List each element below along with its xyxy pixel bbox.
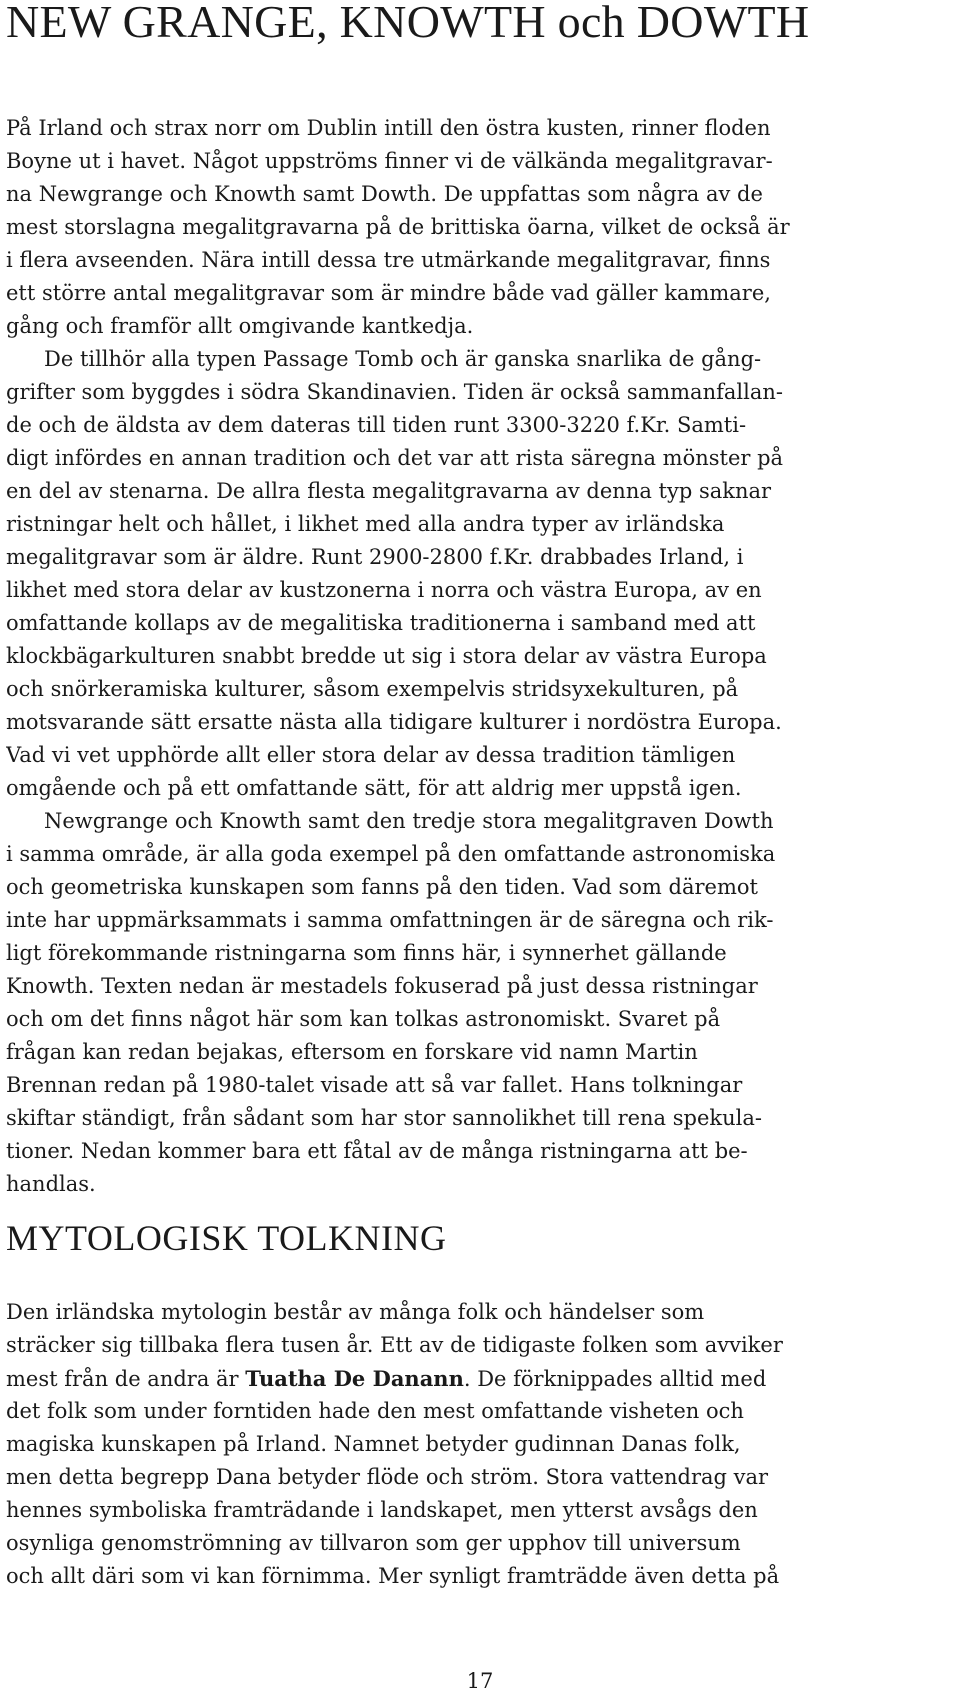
section-intro-text <box>6 112 806 1201</box>
text-line: i samma område, är alla goda exempel på den omfattande astronomiska <box>6 842 776 866</box>
text-line <box>6 1362 806 1395</box>
text-line: ligt förekommande ristningarna som finns här, i synnerhet gällande <box>6 941 727 965</box>
text-line: Boyne ut i havet. Något uppströms finner vi de välkända megalitgravar- <box>6 149 773 173</box>
text-span: mest från de andra är <box>6 1367 246 1391</box>
text-line: ristningar helt och hållet, i likhet med alla andra typer av irländska <box>6 512 725 536</box>
text-line: sträcker sig tillbaka flera tusen år. Ett av de tidigaste folken som avviker <box>6 1333 783 1357</box>
text-line: omfattande kollaps av de megalitiska traditionerna i samband med att <box>6 611 756 635</box>
text-line: och om det finns något här som kan tolkas astronomiskt. Svaret på <box>6 1007 721 1031</box>
text-line: skiftar ständigt, från sådant som har stor sannolikhet till rena spekula- <box>6 1106 762 1130</box>
text-line: Brennan redan på 1980-talet visade att så var fallet. Hans tolkningar <box>6 1073 743 1097</box>
text-line: frågan kan redan bejakas, eftersom en forskare vid namn Martin <box>6 1040 698 1064</box>
text-line: men detta begrepp Dana betyder flöde och ström. Stora vattendrag var <box>6 1465 769 1489</box>
text-line: grifter som byggdes i södra Skandinavien. Tiden är också sammanfallan- <box>6 380 783 404</box>
section-mythology-text <box>6 1296 806 1593</box>
text-line: mest storslagna megalitgravarna på de brittiska öarna, vilket de också är <box>6 215 790 239</box>
text-line: handlas. <box>6 1172 96 1196</box>
text-line: De tillhör alla typen Passage Tomb och är ganska snarlika de gång- <box>44 347 762 371</box>
text-line: digt infördes en annan tradition och det var att rista säregna mönster på <box>6 446 784 470</box>
text-line: magiska kunskapen på Irland. Namnet betyder gudinnan Danas folk, <box>6 1432 741 1456</box>
text-line: klockbägarkulturen snabbt bredde ut sig i stora delar av västra Europa <box>6 644 767 668</box>
text-line: en del av stenarna. De allra flesta megalitgravarna av denna typ saknar <box>6 479 772 503</box>
text-line: På Irland och strax norr om Dublin intill den östra kusten, rinner floden <box>6 116 771 140</box>
page-title: NEW GRANGE, KNOWTH och DOWTH <box>6 0 810 47</box>
text-line: na Newgrange och Knowth samt Dowth. De uppfattas som några av de <box>6 182 763 206</box>
text-line: Knowth. Texten nedan är mestadels fokuserad på just dessa ristningar <box>6 974 758 998</box>
text-line: och snörkeramiska kulturer, såsom exempelvis stridsyxekulturen, på <box>6 677 739 701</box>
section-heading-mytologisk-tolkning: MYTOLOGISK TOLKNING <box>6 1218 447 1258</box>
text-line: det folk som under forntiden hade den mest omfattande visheten och <box>6 1399 744 1423</box>
text-line: gång och framför allt omgivande kantkedja. <box>6 314 474 338</box>
text-line: Den irländska mytologin består av många folk och händelser som <box>6 1300 705 1324</box>
text-line: Vad vi vet upphörde allt eller stora delar av dessa tradition tämligen <box>6 743 736 767</box>
text-line: i flera avseenden. Nära intill dessa tre utmärkande megalitgravar, finns <box>6 248 771 272</box>
text-line: de och de äldsta av dem dateras till tiden runt 3300-3220 f.Kr. Samti- <box>6 413 747 437</box>
text-line: ett större antal megalitgravar som är mindre både vad gäller kammare, <box>6 281 771 305</box>
text-line: hennes symboliska framträdande i landskapet, men ytterst avsågs den <box>6 1498 758 1522</box>
text-line: likhet med stora delar av kustzonerna i norra och västra Europa, av en <box>6 578 762 602</box>
text-line: motsvarande sätt ersatte nästa alla tidigare kulturer i nordöstra Europa. <box>6 710 782 734</box>
text-line: inte har uppmärksammats i samma omfattningen är de säregna och rik- <box>6 908 774 932</box>
text-line: Newgrange och Knowth samt den tredje stora megalitgraven Dowth <box>44 809 774 833</box>
page-number: 17 <box>466 1669 494 1693</box>
text-line: och allt däri som vi kan förnimma. Mer synligt framträdde även detta på <box>6 1564 780 1588</box>
text-line: och geometriska kunskapen som fanns på den tiden. Vad som däremot <box>6 875 758 899</box>
text-line: omgående och på ett omfattande sätt, för att aldrig mer uppstå igen. <box>6 776 742 800</box>
text-line: tioner. Nedan kommer bara ett fåtal av de många ristningarna att be- <box>6 1139 748 1163</box>
text-line: osynliga genomströmning av tillvaron som ger upphov till universum <box>6 1531 741 1555</box>
text-span: . De förknippades alltid med <box>463 1367 767 1391</box>
text-line: megalitgravar som är äldre. Runt 2900-2800 f.Kr. drabbades Irland, i <box>6 545 744 569</box>
bold-term-tuatha-de-danann: Tuatha De Danann <box>245 1366 464 1391</box>
